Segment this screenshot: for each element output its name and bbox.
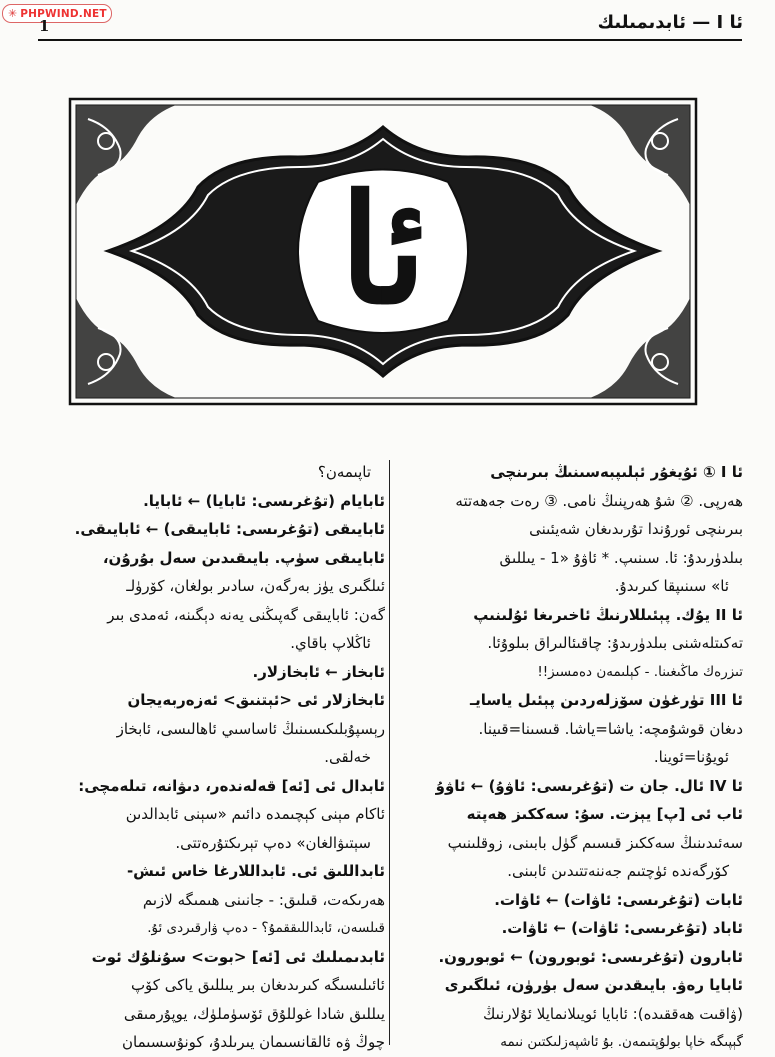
- entry-text-line: بىرىنچى ئورۇندا تۇرىدىغان شەيئىنى: [529, 520, 743, 538]
- asterisk-icon: ✳: [8, 7, 18, 20]
- entry-headword-line: ئابايىقى (تۇغرىسى: ئابايىقى) ← ئابايىقى.: [74, 520, 385, 538]
- entry-text-line: ھەرپى. ② شۇ ھەرپنىڭ نامى. ③ رەت جەھەتتە: [455, 491, 743, 510]
- entry-text-line: گەن: ئابايىقى گەپىڭنى يەنە دېگىنە، ئەمدى بىر: [107, 605, 385, 624]
- entry-headword-line: ئابداللىق ئى. ئابداللارغا خاس ئىش-: [126, 862, 385, 880]
- entry-text-line: ئويۇنا=ئوينا.: [653, 748, 729, 766]
- entry-text-line: سەئىدىنىڭ سەككىز قىسىم گۈل بابىنى، زوقلىنىپ: [447, 833, 743, 852]
- ornamental-frame: [68, 97, 698, 406]
- entry-headword-line: ئا II يۇك. پېئىللارنىڭ ئاخىرىغا ئۇلىنىپ: [473, 605, 743, 624]
- entry-headword-line: ئابخاز ← ئابخازلار.: [252, 662, 385, 681]
- entry-headword-line: ئابايىقى سۈپ. بايىقىدىن سەل بۇرۇن،: [102, 548, 385, 567]
- page-number: 1: [39, 17, 50, 35]
- entry-text-line: قىلسەن، ئابداللىققمۇ؟ - دەپ ۋارقىردى ئۇ.: [147, 920, 385, 936]
- entry-text-line: خەلقى.: [324, 748, 371, 766]
- entry-text-line: رېسپۇبلىكىسىنىڭ ئاساسىي ئاھالىسى، ئابخاز: [116, 719, 385, 738]
- right-column: [397, 458, 743, 1057]
- entry-headword-line: ئابايام (تۇغرىسى: ئابايا) ← ئابايا.: [143, 491, 385, 510]
- entry-text-line: ئا» سىنىپقا كىرىدۇ.: [614, 577, 729, 595]
- entry-headword-line: ئا IV ئال. جان ت (تۇغرىسى: ئاۋۇ) ← ئاۋۇ: [435, 776, 743, 795]
- entry-headword-line: ئا III تۈرغۈن سۆزلەردىن پېئىل ياسايـ: [469, 691, 743, 709]
- entry-text-line: ئىلگىرى يۈز بەرگەن، سادىر بولغان، كۆرۈلـ: [126, 577, 385, 595]
- entry-headword-line: ئاباد (تۇغرىسى: ئاۋات) ← ئاۋات.: [501, 919, 743, 937]
- running-head: ئا I — ئابدىمىلىك: [597, 12, 743, 33]
- entry-text-line: كۆرگەندە ئۈچتىم جەننەتتىدىن ئابىنى.: [507, 862, 729, 880]
- entry-text-line: ئاكام مېنى كېچىمدە دائىم «سېنى ئابدالدىن: [125, 805, 385, 823]
- entry-text-line: گېپىگە خاپا بولۇپتىمەن. بۇ ئاشپەزلىكتىن نىمە: [500, 1034, 743, 1050]
- entry-text-line: ئائىلىسىگە كىرىدىغان بىر يىللىق ياكى كۆپ: [130, 976, 385, 994]
- entry-text-line: سېتىۋالغان» دەپ تېرىكتۇرەتتى.: [175, 833, 371, 852]
- watermark-badge: [2, 4, 112, 23]
- entry-text-line: ئاڭلاپ باقاي.: [290, 634, 371, 652]
- ornament-letter: ئا: [339, 162, 427, 338]
- entry-text-line: تىزرەك ماڭىغىنا. - كېلىمەن دەمسىز!!: [537, 663, 743, 680]
- watermark-text: PHPWIND.NET: [20, 7, 107, 20]
- entry-text-line: تەكىتلەشنى بىلدۈرىدۇ: چاقىئالىراق بىلوۇئا.: [487, 634, 743, 652]
- entry-text-line: دىغان قوشۇمچە: ياشا=ياشا. قىسىنا=قىينا.: [478, 719, 743, 738]
- entry-headword-line: ئاب ئى [پ] يېزت. سۇ: سەككىز ھەپتە: [466, 805, 743, 823]
- entry-headword-line: ئابارون (تۇغرىسى: ئوبورون) ← ئوبورون.: [438, 947, 743, 966]
- column-separator: [389, 460, 390, 1045]
- left-column: [38, 458, 385, 1057]
- entry-headword-line: ئا I ① ئۇيغۇر ئېلىپبەسىنىڭ بىرىنچى: [490, 463, 743, 481]
- entry-headword-line: ئابدال ئى [ئە] قەلەندەر، دىۋانە، تىلەمچى:: [78, 776, 385, 795]
- entry-text-line: (ۋاقىت ھەققىدە): ئابايا ئويىلانمايلا ئۇلارنىڭ: [482, 1004, 743, 1023]
- entry-text-line: يىللىق شادا غوللۇق ئۆسۈملۈك، يوپۇرمىقى: [123, 1004, 385, 1023]
- entry-text-line: چوڭ ۋە ئالقانسىمان يىرىلدۇ، كونۇسسىمان: [122, 1033, 385, 1051]
- entry-headword-line: ئابات (تۇغرىسى: ئاۋات) ← ئاۋات.: [494, 890, 743, 909]
- entry-headword-line: ئابخازلار ئى <ئېتنىق> ئەزەربەيجان: [127, 691, 385, 709]
- entry-headword-line: ئابايا رەۋ. بايىقدىن سەل بۈرۈن، ئىلگىرى: [444, 976, 743, 994]
- entry-text-line: ھەرىكەت، قىلىق: - جانىنى ھىمىگە لازىم: [142, 890, 385, 909]
- entry-headword-line: ئابدىمىلىك ئى [ئە] <بوت> سۇنلۇك ئوت: [91, 947, 385, 966]
- entry-text-line: تاپىمەن؟: [317, 463, 371, 481]
- entry-text-line: بىلدۈرىدۇ: ئا. سىنىپ. * ئاۋۇ «1 - يىللىق: [499, 548, 743, 567]
- header-rule: [38, 39, 742, 41]
